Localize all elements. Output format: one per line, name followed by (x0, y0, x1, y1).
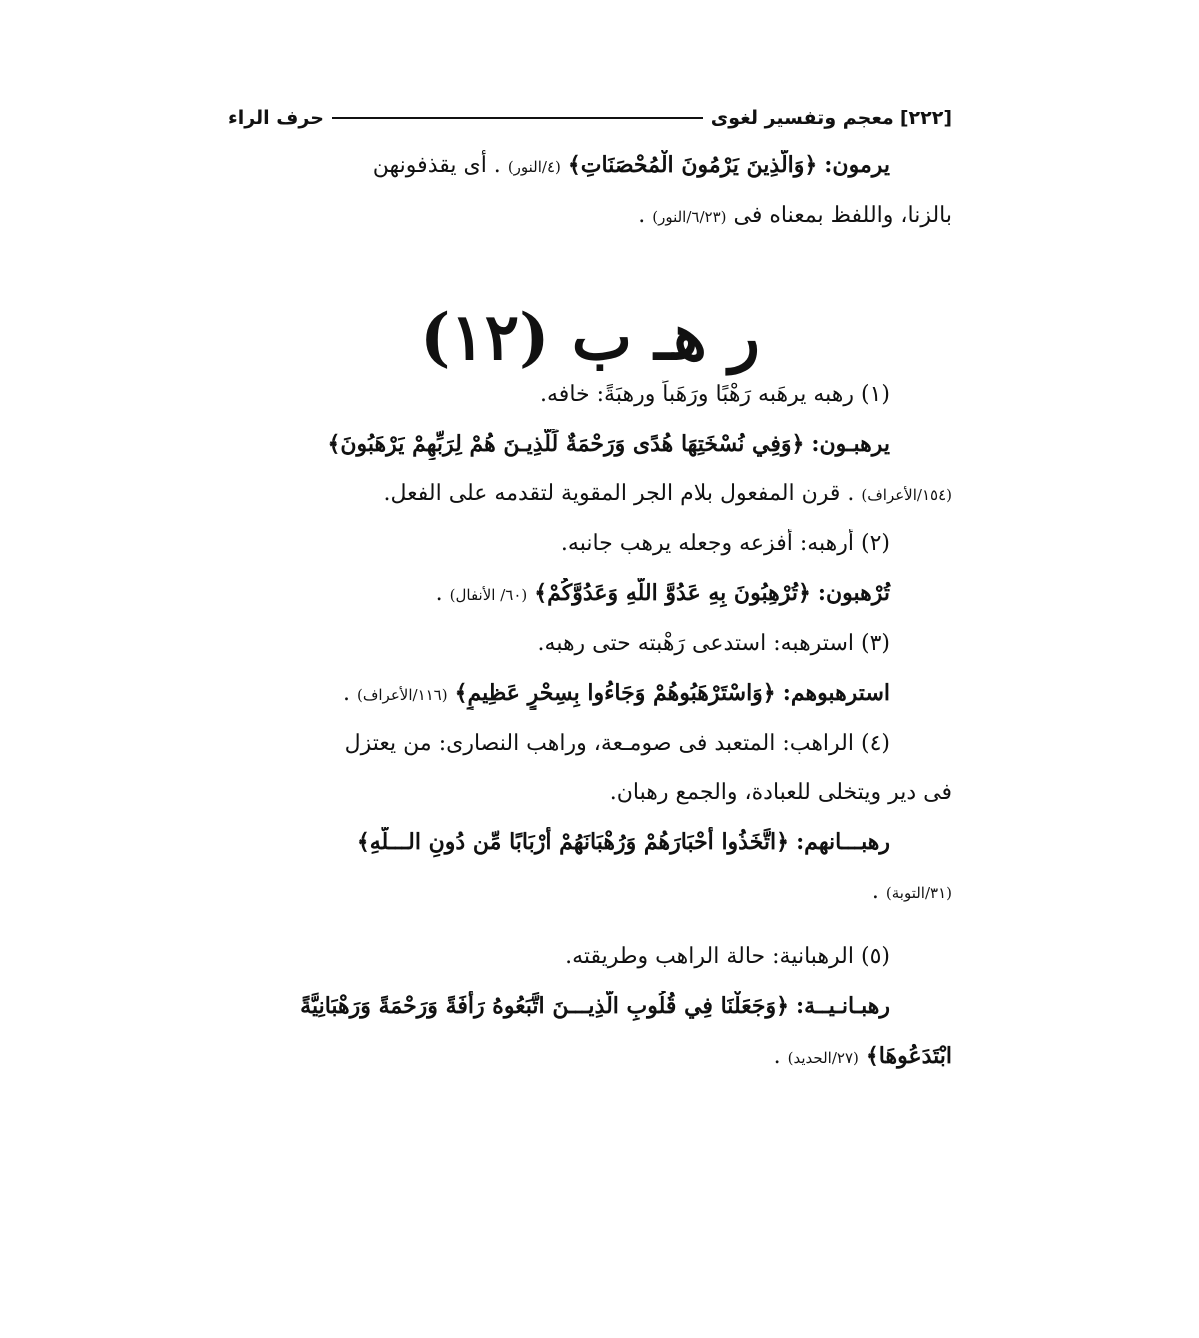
verse-reference: (١٥٤/الأعراف) (861, 486, 952, 504)
text-segment: . قرن المفعول بلام الجر المقوية لتقدمه على الفعل. (383, 481, 855, 506)
text-segment: بالزنا، واللفظ بمعناه فى (733, 203, 952, 228)
definition-3: (٣) استرهبه: استدعى رَهْبته حتى رهبه. (537, 631, 890, 656)
headword: تُرْهبون: (817, 580, 890, 606)
entry-body (228, 380, 952, 1073)
verse-reference: (٣١/التوبة) (885, 884, 952, 902)
quran-verse: ﴿تُرْهِبُونَ بِهِ عَدُوَّ اللَّهِ وَعَدُوَّكُمْ﴾ (534, 580, 811, 606)
definition-1: (١) رهبه يرهَبه رَهْبًا ورَهَباً ورهبَةً: خافه. (540, 382, 890, 407)
book-page (228, 98, 952, 1073)
verse-reference: (١١٦/الأعراف) (356, 686, 448, 704)
running-header (228, 98, 952, 138)
text-segment: . (342, 681, 350, 706)
headword: يرمون: (824, 152, 890, 178)
text-segment: . (773, 1044, 781, 1069)
headword: رهبـــانهم: (796, 829, 890, 855)
quran-verse: ﴿وَفِي نُسْخَتِهَا هُدًى وَرَحْمَةٌ لِّلَّذِيـنَ هُمْ لِرَبِّهِمْ يَرْهَبُونَ﴾ (327, 431, 805, 457)
section-name: حرف الراء (228, 107, 324, 129)
verse-reference: (٢٧/الحديد) (787, 1049, 859, 1067)
text-line (228, 201, 952, 232)
entry-title: ر هـ ب (١٢) (420, 300, 760, 375)
verse-reference: (٦٠/ الأنفال) (449, 586, 528, 604)
intro-paragraph (228, 150, 952, 232)
definition-4-line-1: (٤) الراهب: المتعبد فى صومـعة، وراهب النصارى: من يعتزل (344, 731, 890, 756)
quran-verse: ﴿وَالَّذِينَ يَرْمُونَ الْمُحْصَنَاتِ﴾ (567, 152, 818, 178)
text-segment: . أى يقذفونهن (372, 153, 501, 178)
text-line (228, 578, 952, 610)
text-line (228, 1041, 952, 1073)
text-segment: . (871, 879, 879, 904)
header-title-group (711, 107, 952, 129)
verse-reference: (٤/النور) (507, 158, 561, 176)
book-title: معجم وتفسير لغوى (710, 107, 894, 129)
text-line (228, 429, 952, 460)
verse-reference: (٦/٢٣/النور) (652, 208, 727, 226)
quran-verse: ﴿اتَّخَذُوا أَحْبَارَهُمْ وَرُهْبَانَهُمْ أَرْبَابًا مِّن دُونِ الـــلَّهِ﴾ (356, 829, 790, 855)
definition-5: (٥) الرهبانية: حالة الراهب وطريقته. (565, 944, 890, 969)
text-segment: . (435, 581, 443, 606)
text-line (228, 150, 952, 182)
text-line (228, 827, 952, 858)
quran-verse: ابْتَدَعُوهَا﴾ (865, 1043, 952, 1069)
definition-2: (٢) أرهبه: أفزعه وجعله يرهب جانبه. (560, 531, 890, 556)
definition-4-line-2: فى دير ويتخلى للعبادة، والجمع رهبان. (609, 780, 952, 805)
page-number: [٢٢٢] (899, 107, 952, 129)
text-segment: . (638, 203, 646, 228)
quran-verse: ﴿وَجَعَلْنَا فِي قُلُوبِ الَّذِيـــنَ اتَّبَعُوهُ رَأْفَةً وَرَحْمَةً وَرَهْبَانِيَّةً (300, 993, 789, 1019)
quran-verse: ﴿وَاسْتَرْهَبُوهُمْ وَجَاءُوا بِسِحْرٍ عَظِيمٍ﴾ (454, 680, 776, 706)
text-line (228, 678, 952, 710)
header-rule (332, 117, 703, 119)
headword: يرهبـون: (811, 431, 890, 457)
text-line (228, 877, 952, 908)
text-line (228, 479, 952, 510)
headword: استرهبوهم: (782, 680, 890, 706)
headword: رهبـانـيــة: (795, 993, 890, 1019)
text-line (228, 991, 952, 1022)
